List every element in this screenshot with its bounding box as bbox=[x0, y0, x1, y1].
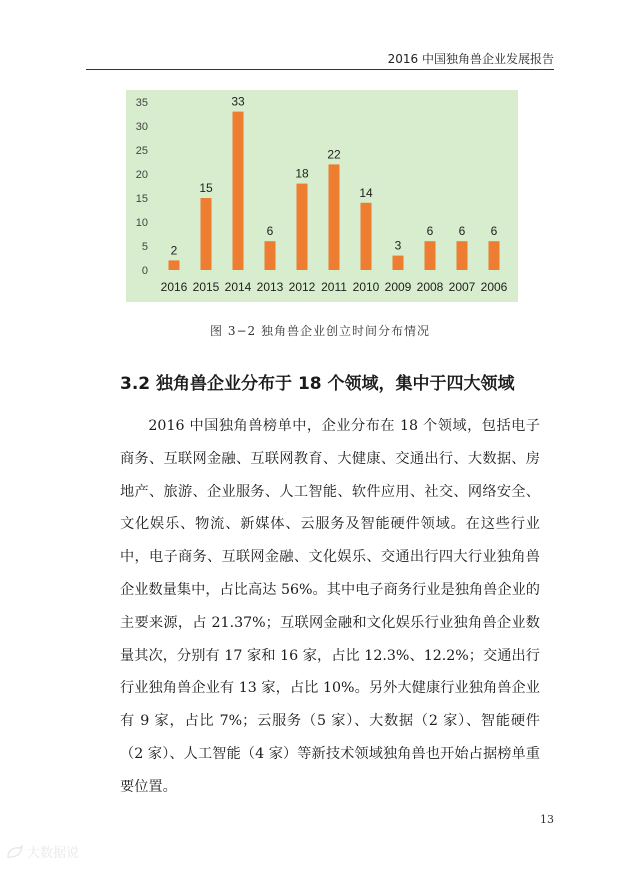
x-tick-label: 2010 bbox=[352, 280, 380, 294]
watermark-text: 大数据说 bbox=[27, 846, 80, 861]
bar bbox=[329, 164, 340, 270]
x-tick-label: 2011 bbox=[321, 280, 347, 294]
bar bbox=[265, 241, 276, 270]
x-tick-label: 2013 bbox=[256, 280, 284, 294]
watermark-logo-icon bbox=[6, 845, 24, 859]
y-tick-label: 5 bbox=[141, 241, 148, 253]
x-tick-label: 2015 bbox=[192, 280, 220, 294]
body-paragraph: 2016 中国独角兽榜单中，企业分布在 18 个领域，包括电子商务、互联网金融、互联网教育、大健康、交通出行、大数据、房地产、旅游、企业服务、人工智能、软件应用、社交、网络安全、文化娱乐、物流、新媒体、云服务及智能硬件领域。在这些行业中，电子商务、互联网金融、文化娱乐、交通出行四大行业独角兽企业数量集中，占比高达 56%。其中电子商务行业是独角兽企业的主要来源，占 21.37%；互联网金融和文化娱乐行业独角兽企业数量其次，分别有 17 家和 16 家，占比 12.3%、12.2%；交通出行行业独角兽企业有 13 家，占比 10%。另外大健康行业独角兽企业有 9 家，占比 7%；云服务（5 家）、大数据（2 家）、智能硬件（2 家）、人工智能（4 家）等新技术领域独角兽也开始占据榜单重要位置。 bbox=[120, 418, 540, 795]
bar bbox=[297, 184, 308, 270]
bar bbox=[425, 241, 436, 270]
bar-chart-svg bbox=[126, 90, 518, 302]
body-text bbox=[120, 410, 540, 804]
bar-value-label: 6 bbox=[426, 224, 434, 239]
x-tick-label: 2009 bbox=[384, 280, 412, 294]
founding-year-chart bbox=[126, 90, 518, 302]
x-tick-label: 2014 bbox=[224, 280, 252, 294]
y-tick-label: 35 bbox=[135, 97, 148, 109]
x-tick-label: 2006 bbox=[480, 280, 508, 294]
x-tick-label: 2008 bbox=[416, 280, 444, 294]
watermark bbox=[6, 842, 79, 861]
y-tick-label: 10 bbox=[135, 217, 148, 229]
bar-value-label: 2 bbox=[170, 243, 178, 258]
running-header-title: 2016 中国独角兽企业发展报告 bbox=[387, 52, 554, 66]
y-tick-label: 30 bbox=[135, 121, 148, 133]
bar-value-label: 6 bbox=[490, 224, 498, 239]
bar bbox=[169, 260, 180, 270]
section-heading: 3.2 独角兽企业分布于 18 个领域，集中于四大领域 bbox=[120, 374, 515, 394]
y-tick-label: 0 bbox=[141, 265, 148, 277]
bar bbox=[233, 112, 244, 270]
bar bbox=[393, 256, 404, 270]
figure-caption: 图 3−2 独角兽企业创立时间分布情况 bbox=[210, 324, 430, 338]
bar-value-label: 3 bbox=[394, 238, 402, 253]
x-tick-label: 2016 bbox=[160, 280, 188, 294]
bar-value-label: 14 bbox=[359, 185, 373, 200]
header-rule bbox=[86, 69, 554, 70]
y-tick-label: 15 bbox=[135, 193, 148, 205]
page-number: 13 bbox=[540, 813, 554, 826]
bar bbox=[361, 203, 372, 270]
y-tick-label: 20 bbox=[135, 169, 148, 181]
y-tick-label: 25 bbox=[135, 145, 148, 157]
bar-value-label: 15 bbox=[199, 181, 213, 195]
bar-value-label: 22 bbox=[327, 147, 341, 162]
x-tick-label: 2012 bbox=[288, 280, 316, 294]
bar bbox=[489, 241, 500, 270]
bar bbox=[201, 198, 212, 270]
bar-value-label: 6 bbox=[266, 224, 274, 239]
bar bbox=[457, 241, 468, 270]
x-tick-label: 2007 bbox=[448, 280, 476, 294]
bar-value-label: 33 bbox=[231, 94, 245, 109]
bar-value-label: 6 bbox=[458, 224, 466, 239]
bar-value-label: 18 bbox=[295, 166, 309, 181]
